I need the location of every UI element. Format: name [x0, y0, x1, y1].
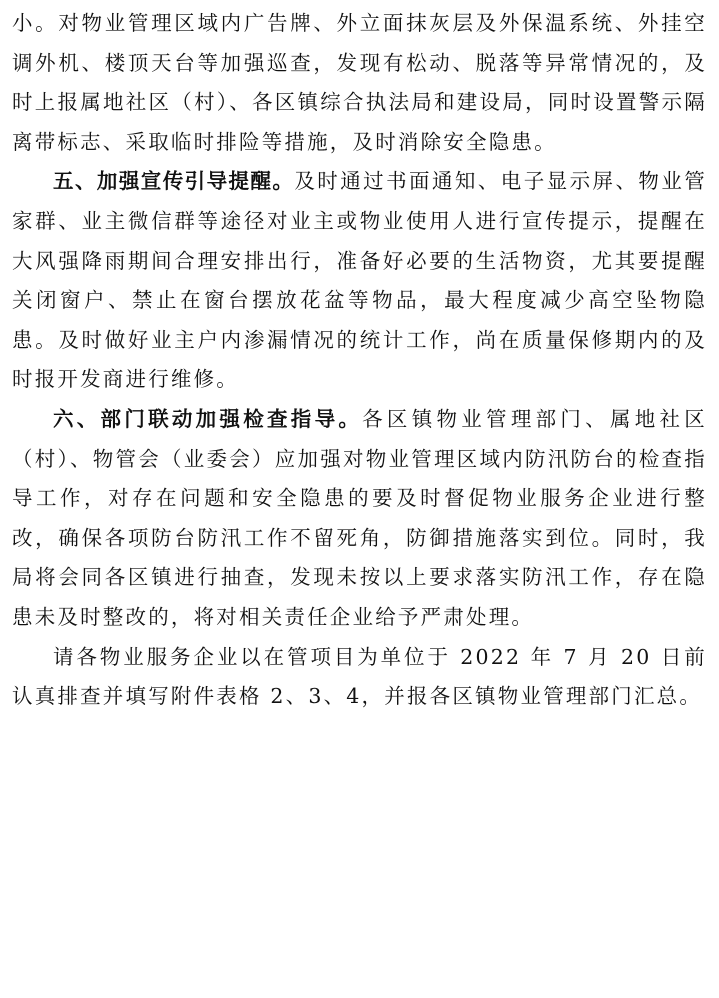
paragraph-text: 请各物业服务企业以在管项目为单位于 2022 年 7 月 20 日前认真排查并填写附件表格 2、3、4，并报各区镇物业管理部门汇总。 [12, 644, 707, 709]
paragraph-text: 及时通过书面通知、电子显示屏、物业管家群、业主微信群等途径对业主或物业使用人进行宣传提示，提醒在大风强降雨期间合理安排出行，准备好必要的生活物资，尤其要提醒关闭窗户、禁止在窗台摆放花盆等物品，最大程度减少高空坠物隐患。及时做好业主户内渗漏情况的统计工作，尚在质量保修期内的及时报开发商进行维修。 [12, 169, 707, 392]
section-heading: 五、加强宣传引导提醒。 [53, 169, 295, 194]
paragraph-inspection [12, 400, 707, 638]
paragraph-continued [12, 4, 707, 162]
paragraph-publicity [12, 162, 707, 400]
paragraph-request [12, 638, 707, 717]
paragraph-text: 小。对物业管理区域内广告牌、外立面抹灰层及外保温系统、外挂空调外机、楼顶天台等加强巡查，发现有松动、脱落等异常情况的，及时上报属地社区（村）、各区镇综合执法局和建设局，同时设置警示隔离带标志、采取临时排险等措施，及时消除安全隐患。 [12, 11, 707, 154]
section-heading: 六、部门联动加强检查指导。 [53, 406, 363, 431]
paragraph-text: 各区镇物业管理部门、属地社区（村）、物管会（业委会）应加强对物业管理区域内防汛防台的检查指导工作，对存在问题和安全隐患的要及时督促物业服务企业进行整改，确保各项防台防汛工作不留死角，防御措施落实到位。同时，我局将会同各区镇进行抽查，发现未按以上要求落实防汛工作，存在隐患未及时整改的，将对相关责任企业给予严肃处理。 [12, 406, 707, 629]
